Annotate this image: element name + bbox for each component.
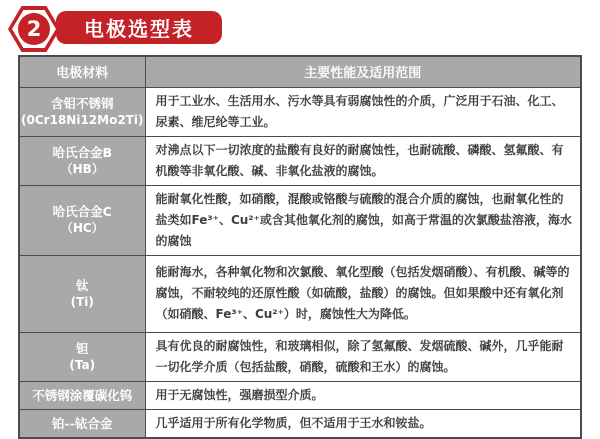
material-name: 含钼不锈钢 xyxy=(50,95,114,111)
material-code: （HB） xyxy=(60,161,104,176)
table-row xyxy=(19,185,581,255)
table-header-row xyxy=(19,56,581,87)
column-header-description: 主要性能及适用范围 xyxy=(145,56,581,87)
material-name: 哈氏合金B xyxy=(52,144,113,160)
column-header-material: 电极材料 xyxy=(19,56,145,87)
material-cell xyxy=(19,87,145,136)
page-title: 电极选型表 xyxy=(56,11,222,44)
material-name: 钽 xyxy=(75,340,89,356)
description-cell: 用于无腐蚀性，强磨损型介质。 xyxy=(145,381,581,409)
material-cell xyxy=(19,381,145,409)
description-cell: 具有优良的耐腐蚀性，和玻璃相似，除了氢氟酸、发烟硫酸、碱外，几乎能耐一切化学介质（包括盐酸，硝酸，硫酸和王水）的腐蚀。 xyxy=(145,332,581,381)
electrode-selection-table xyxy=(18,55,582,439)
material-cell xyxy=(19,185,145,255)
material-code: (Ta) xyxy=(69,357,96,372)
table-row xyxy=(19,87,581,136)
material-code: （HC） xyxy=(60,221,104,235)
description-cell: 能耐氧化性酸，如硝酸，混酸或铬酸与硫酸的混合介质的腐蚀，也耐氧化性的盐类如Fe³⁺、Cu²⁺或含其他氧化剂的腐蚀，如高于常温的次氯酸盐溶液，海水的腐蚀 xyxy=(145,185,581,255)
description-cell: 对沸点以下一切浓度的盐酸有良好的耐腐蚀性，也耐硫酸、磷酸、氢氟酸、有机酸等非氧化酸、碱、非氧化盐液的腐蚀。 xyxy=(145,136,581,185)
table-row xyxy=(19,409,581,438)
material-name: 钛 xyxy=(75,277,89,293)
material-cell xyxy=(19,409,145,438)
material-code: (Ti) xyxy=(70,294,94,309)
section-number-badge xyxy=(8,6,60,52)
description-cell: 能耐海水，各种氧化物和次氯酸、氧化型酸（包括发烟硝酸）、有机酸、碱等的腐蚀，不耐较纯的还原性酸（如硫酸，盐酸）的腐蚀。但如果酸中还有氧化剂（如硝酸、Fe³⁺、Cu²⁺）时，腐蚀性大为降低。 xyxy=(145,255,581,332)
material-name: 哈氏合金C xyxy=(52,204,112,219)
table-row xyxy=(19,381,581,409)
material-name: 不锈钢涂覆碳化钨 xyxy=(32,387,133,403)
table-row xyxy=(19,136,581,185)
material-code: (0Cr18Ni12Mo2Ti) xyxy=(21,112,144,127)
material-name: 铂--铱合金 xyxy=(52,415,113,431)
material-cell xyxy=(19,136,145,185)
description-cell: 用于工业水、生活用水、污水等具有弱腐蚀性的介质，广泛用于石油、化工、尿素、维尼纶等工业。 xyxy=(145,87,581,136)
description-cell: 几乎适用于所有化学物质，但不适用于王水和铵盐。 xyxy=(145,409,581,438)
badge-number: 2 xyxy=(18,13,50,45)
table-row xyxy=(19,332,581,381)
material-cell xyxy=(19,255,145,332)
material-cell xyxy=(19,332,145,381)
table-row xyxy=(19,255,581,332)
